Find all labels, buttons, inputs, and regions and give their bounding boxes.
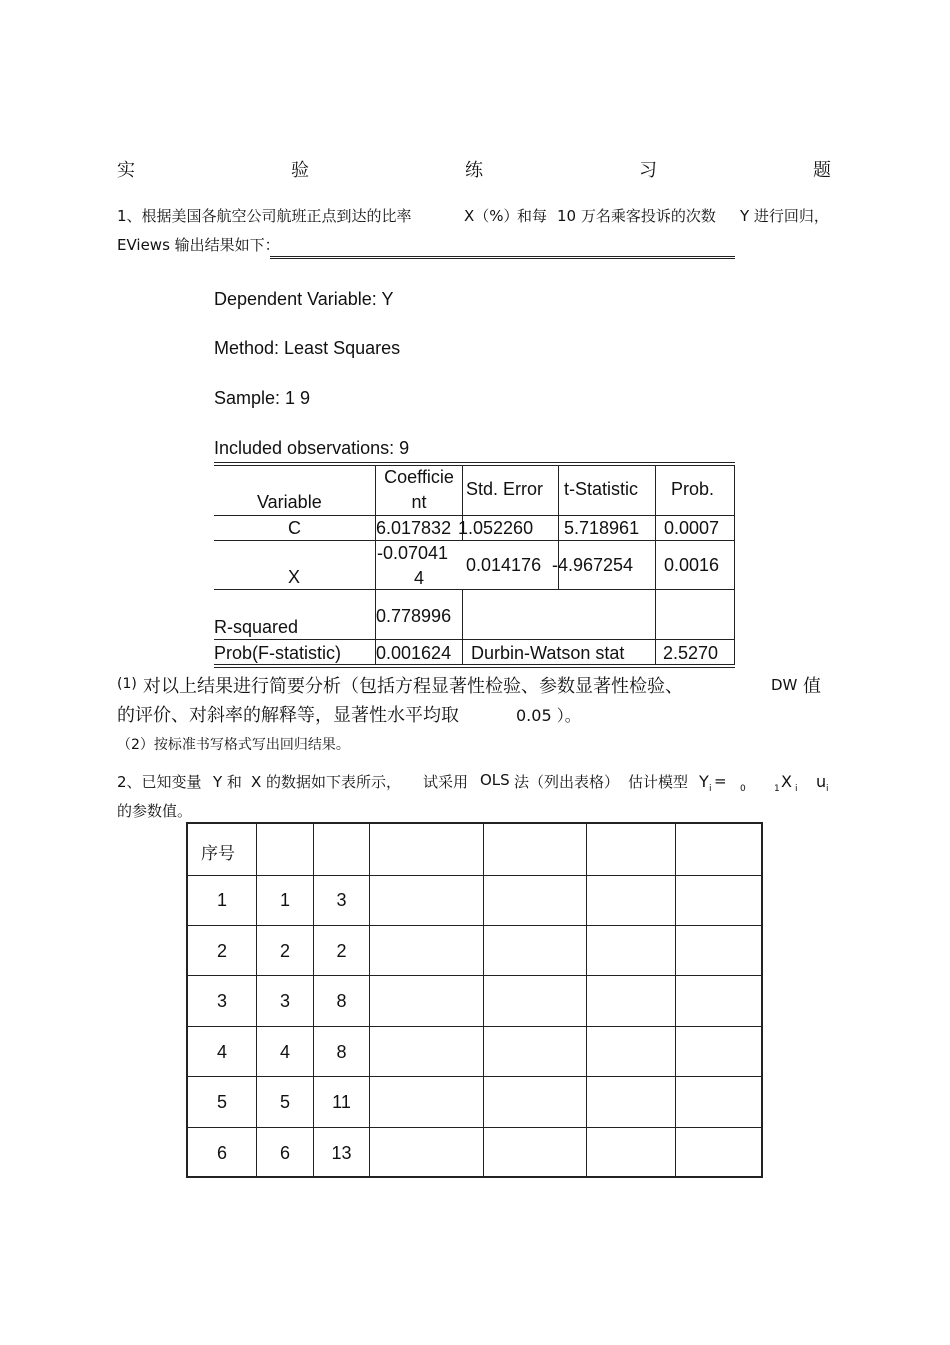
cell-y: 4	[279, 1042, 290, 1062]
title-char: 习	[639, 160, 657, 181]
sample: Sample: 1 9	[214, 388, 311, 408]
cell-y: 3	[279, 991, 290, 1011]
row-x-variable: X	[288, 567, 301, 587]
cell-y: 2	[279, 941, 290, 961]
cell-index: 6	[216, 1143, 227, 1163]
q2-text: 试采用	[423, 773, 469, 791]
q2-text: 2、已知变量	[117, 773, 202, 791]
row-c-variable: C	[288, 518, 301, 538]
q2-text: Y 和	[213, 773, 242, 791]
task1-number: (1)	[117, 676, 137, 692]
row-x-coef: -0.07041	[377, 543, 449, 563]
dw-label: Durbin-Watson stat	[471, 643, 625, 663]
task1-text: 值	[803, 676, 821, 697]
q2-text: 估计模型	[628, 773, 689, 791]
row-c-t: 5.718961	[564, 518, 640, 538]
cell-index: 1	[216, 890, 227, 910]
header-t-statistic: t-Statistic	[564, 479, 639, 499]
row-x-coef: 4	[414, 568, 425, 588]
title-char: 练	[465, 160, 483, 181]
q1-text: 1、根据美国各航空公司航班正点到达的比率	[117, 207, 412, 225]
model-x: X	[781, 772, 792, 791]
row-c-prob: 0.0007	[664, 518, 720, 538]
q1-text: Y 进行回归，	[740, 207, 829, 225]
included-observations: Included observations: 9	[214, 438, 410, 458]
cell-x: 13	[331, 1143, 352, 1163]
row-x-se: 0.014176	[466, 555, 542, 575]
model-subscript: i	[709, 784, 712, 794]
q1-text: 和每	[517, 207, 548, 225]
task2-text: （2）按标准书写格式写出回归结果。	[117, 737, 350, 753]
r-squared-value: 0.778996	[376, 606, 452, 626]
task1-text: DW	[771, 676, 798, 694]
cell-x: 8	[336, 1042, 347, 1062]
model-subscript: i	[826, 784, 829, 794]
cell-x: 8	[336, 991, 347, 1011]
cell-x: 2	[336, 941, 347, 961]
row-x-t: -4.967254	[552, 555, 634, 575]
header-index: 序号	[201, 844, 235, 864]
row-c-se: 1.052260	[458, 518, 534, 538]
model-subscript: i	[795, 784, 798, 794]
model-equals: =	[714, 772, 727, 790]
header-coefficient: Coefficie	[384, 467, 454, 487]
q2-text: 法（列出表格）	[514, 773, 620, 791]
model-u: u	[816, 772, 827, 791]
model-subscript: 0	[740, 784, 746, 794]
prob-f-value: 0.001624	[376, 643, 452, 663]
cell-y: 1	[279, 890, 290, 910]
cell-index: 5	[216, 1092, 227, 1112]
dependent-variable: Dependent Variable: Y	[214, 289, 394, 309]
cell-index: 4	[216, 1042, 227, 1062]
method: Method: Least Squares	[214, 338, 401, 358]
q2-text: 的参数值。	[117, 802, 193, 820]
task1-text: 0.05 ）。	[516, 706, 581, 725]
cell-index: 2	[216, 941, 227, 961]
cell-y: 5	[279, 1092, 290, 1112]
q2-text: X 的数据如下表所示，	[251, 773, 402, 791]
q1-text: EViews 输出结果如下：	[117, 236, 280, 254]
model-y: Y	[699, 772, 709, 791]
title-char: 题	[813, 160, 831, 181]
task1-text: 的评价、对斜率的解释等，显著性水平均取	[117, 705, 459, 726]
row-c-coef: 6.017832	[376, 518, 452, 538]
header-prob: Prob.	[671, 479, 715, 499]
q2-text: OLS	[480, 771, 510, 789]
title-char: 实	[117, 160, 135, 181]
header-variable: Variable	[257, 492, 322, 512]
prob-f-label: Prob(F-statistic)	[214, 643, 342, 663]
header-coefficient: nt	[411, 492, 427, 512]
q1-text: X（%）	[464, 207, 519, 225]
cell-y: 6	[279, 1143, 290, 1163]
cell-x: 3	[336, 890, 347, 910]
cell-x: 11	[332, 1092, 351, 1112]
task1-text: 对以上结果进行简要分析（包括方程显著性检验、参数显著性检验、	[143, 676, 683, 697]
r-squared-label: R-squared	[214, 617, 299, 637]
dw-value: 2.5270	[663, 643, 719, 663]
cell-index: 3	[216, 991, 227, 1011]
header-std-error: Std. Error	[466, 479, 544, 499]
row-x-prob: 0.0016	[664, 555, 720, 575]
model-subscript: 1	[774, 784, 780, 794]
q1-text: 10 万名乘客投诉的次数	[557, 207, 716, 225]
title-char: 验	[291, 160, 309, 181]
